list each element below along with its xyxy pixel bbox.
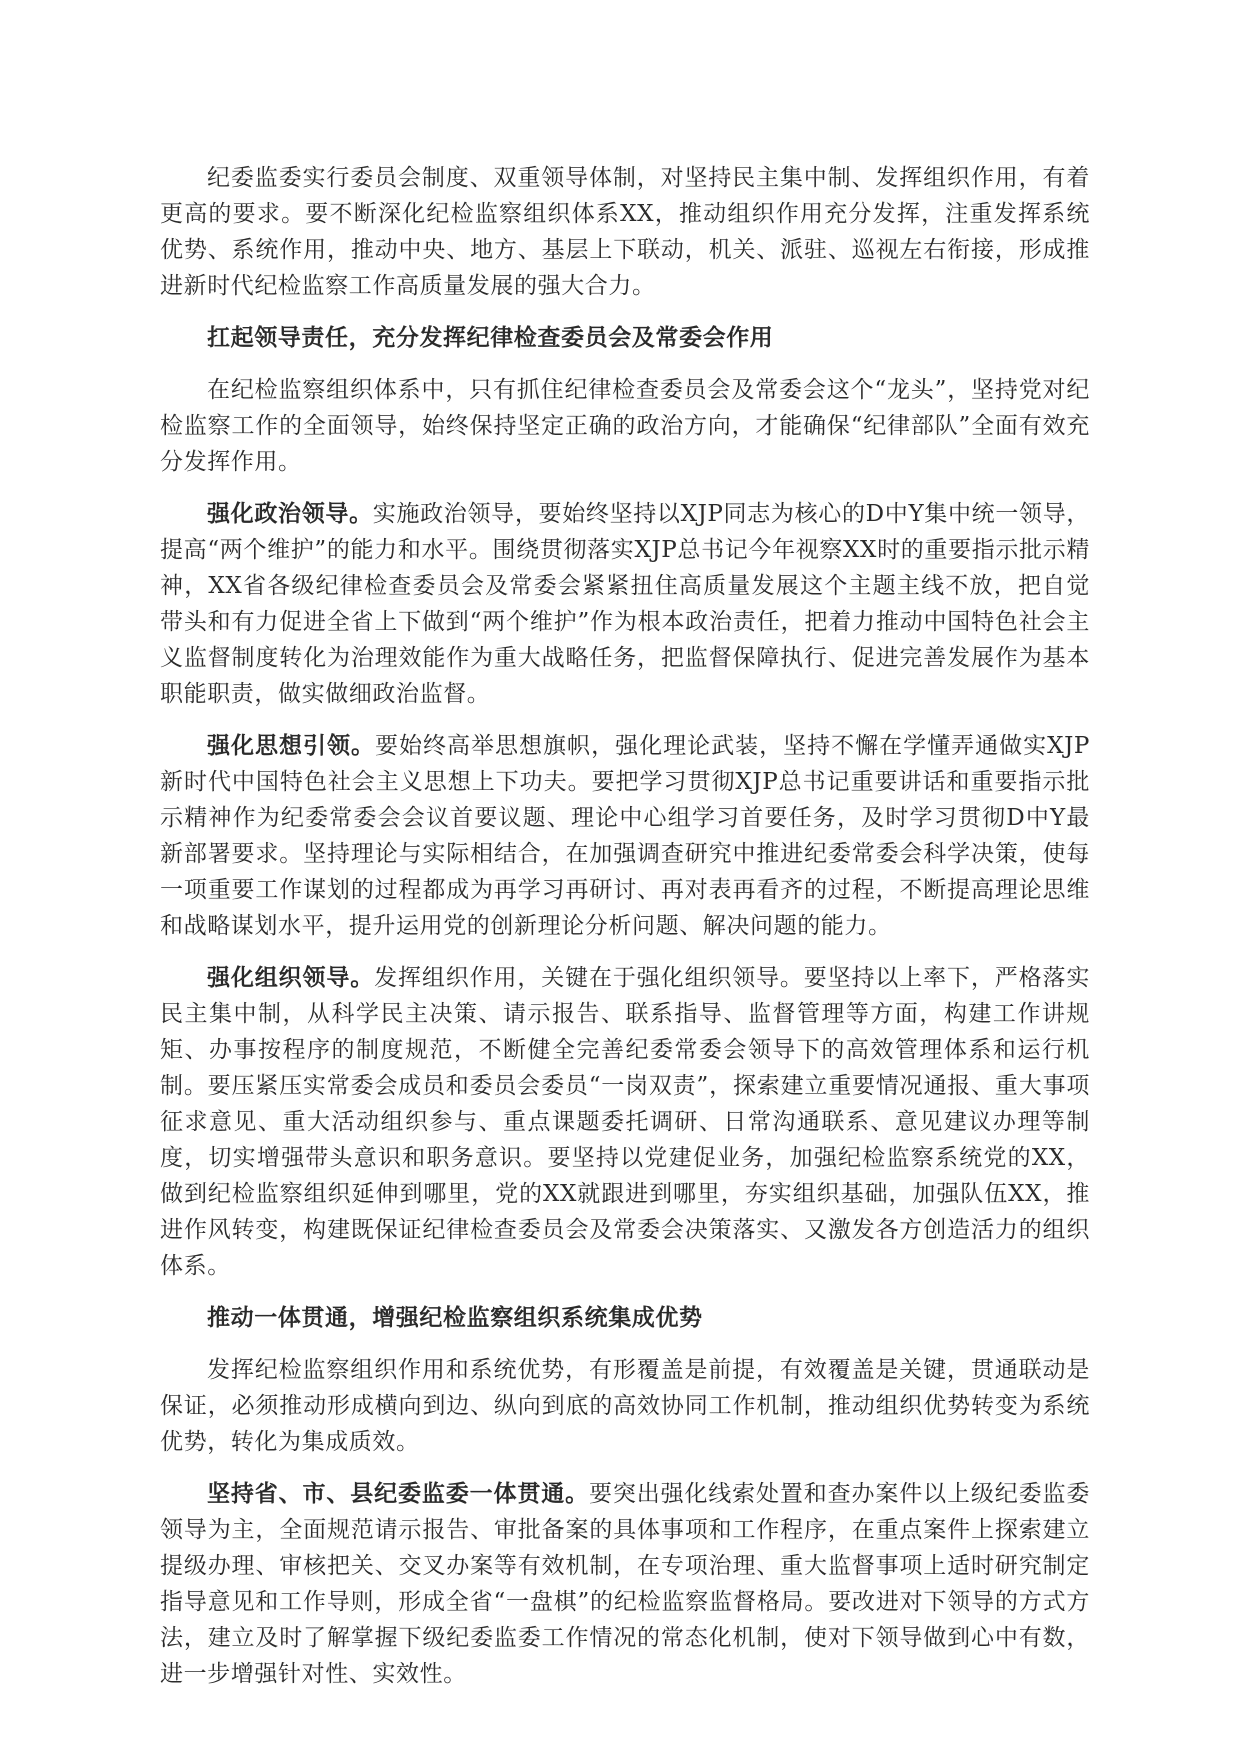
section-heading: 扛起领导责任，充分发挥纪律检查委员会及常委会作用 (207, 325, 774, 351)
paragraph-lead: 坚持省、市、县纪委监委一体贯通。 (207, 1481, 589, 1507)
paragraph-lead: 强化组织领导。 (207, 965, 375, 991)
paragraph (160, 1476, 1090, 1692)
paragraph: 纪委监委实行委员会制度、双重领导体制，对坚持民主集中制、发挥组织作用，有着更高的要求。要不断深化纪检监察组织体系XX，推动组织作用充分发挥，注重发挥系统优势、系统作用，推动中央、地方、基层上下联动，机关、派驻、巡视左右衔接，形成推进新时代纪检监察工作高质量发展的强大合力。 (160, 165, 1090, 299)
paragraph: 在纪检监察组织体系中，只有抓住纪律检查委员会及常委会这个“龙头”，坚持党对纪检监察工作的全面领导，始终保持坚定正确的政治方向，才能确保“纪律部队”全面有效充分发挥作用。 (160, 377, 1090, 475)
section-heading: 推动一体贯通，增强纪检监察组织系统集成优势 (207, 1305, 703, 1331)
paragraph-lead: 强化政治领导。 (207, 501, 373, 527)
paragraph-body: 实施政治领导，要始终坚持以XJP同志为核心的D中Y集中统一领导，提高“两个维护”的能力和水平。围绕贯彻落实XJP总书记今年视察XX时的重要指示批示精神，XX省各级纪律检查委员会及常委会紧紧扭住高质量发展这个主题主线不放，把自觉带头和有力促进全省上下做到“两个维护”作为根本政治责任，把着力推动中国特色社会主义监督制度转化为治理效能作为重大战略任务，把监督保障执行、促进完善发展作为基本职能职责，做实做细政治监督。 (160, 501, 1090, 707)
paragraph: 发挥纪检监察组织作用和系统优势，有形覆盖是前提，有效覆盖是关键，贯通联动是保证，必须推动形成横向到边、纵向到底的高效协同工作机制，推动组织优势转变为系统优势，转化为集成质效。 (160, 1357, 1090, 1455)
paragraph-body: 发挥组织作用，关键在于强化组织领导。要坚持以上率下，严格落实民主集中制，从科学民主决策、请示报告、联系指导、监督管理等方面，构建工作讲规矩、办事按程序的制度规范，不断健全完善纪委常委会领导下的高效管理体系和运行机制。要压紧压实常委会成员和委员会委员“一岗双责”，探索建立重要情况通报、重大事项征求意见、重大活动组织参与、重点课题委托调研、日常沟通联系、意见建议办理等制度，切实增强带头意识和职务意识。要坚持以党建促业务，加强纪检监察系统党的XX，做到纪检监察组织延伸到哪里，党的XX就跟进到哪里，夯实组织基础，加强队伍XX，推进作风转变，构建既保证纪律检查委员会及常委会决策落实、又激发各方创造活力的组织体系。 (160, 965, 1091, 1279)
paragraph-body: 要始终高举思想旗帜，强化理论武装，坚持不懈在学懂弄通做实XJP新时代中国特色社会主义思想上下功夫。要把学习贯彻XJP总书记重要讲话和重要指示批示精神作为纪委常委会会议首要议题、理论中心组学习首要任务，及时学习贯彻D中Y最新部署要求。坚持理论与实际相结合，在加强调查研究中推进纪委常委会科学决策，使每一项重要工作谋划的过程都成为再学习再研讨、再对表再看齐的过程，不断提高理论思维和战略谋划水平，提升运用党的创新理论分析问题、解决问题的能力。 (160, 733, 1091, 939)
paragraph-body: 要突出强化线索处置和查办案件以上级纪委监委领导为主，全面规范请示报告、审批备案的具体事项和工作程序，在重点案件上探索建立提级办理、审核把关、交叉办案等有效机制，在专项治理、重大监督事项上适时研究制定指导意见和工作导则，形成全省“一盘棋”的纪检监察监督格局。要改进对下领导的方式方法，建立及时了解掌握下级纪委监委工作情况的常态化机制，使对下领导做到心中有数，进一步增强针对性、实效性。 (160, 1481, 1090, 1687)
paragraph-lead: 强化思想引领。 (207, 733, 376, 759)
paragraph (160, 960, 1090, 1284)
paragraph (160, 496, 1090, 712)
document-page (160, 160, 1090, 1708)
paragraph (160, 728, 1090, 944)
